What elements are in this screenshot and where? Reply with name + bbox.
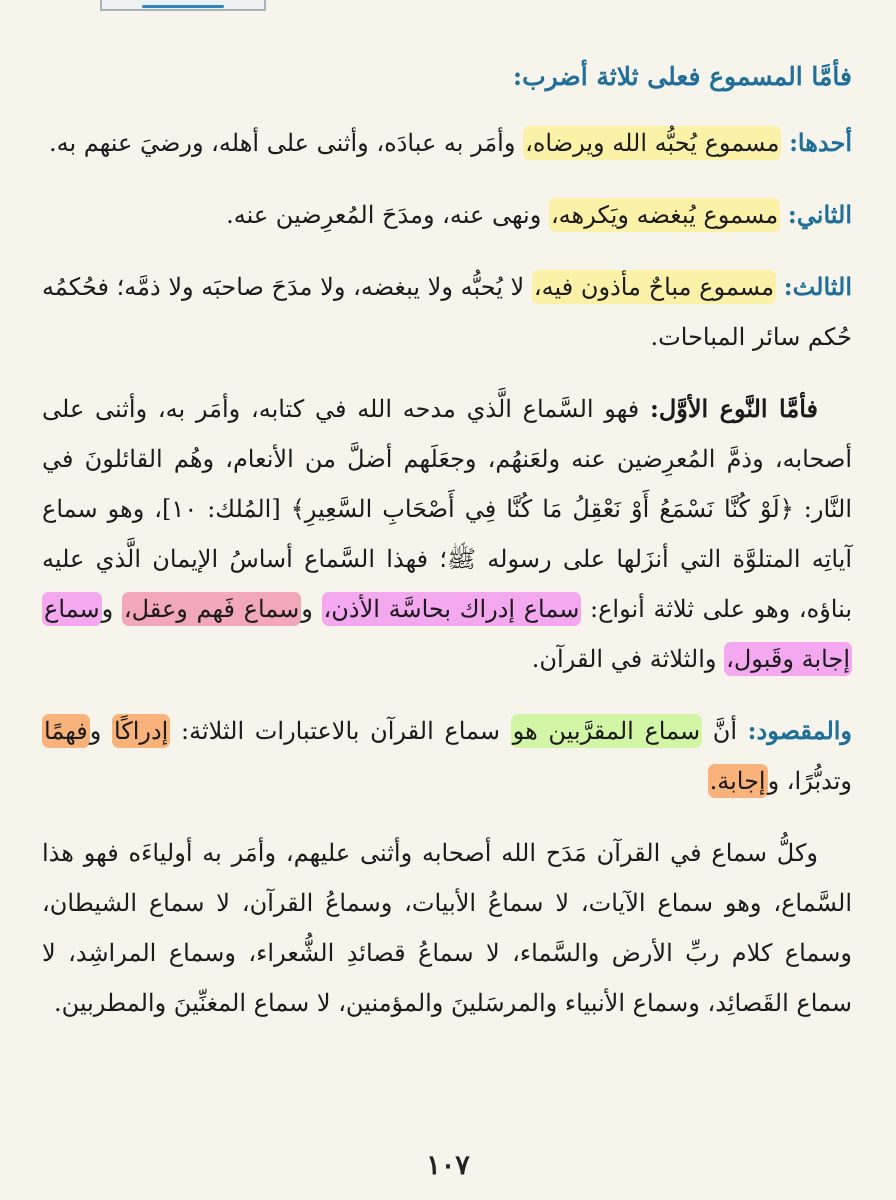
kind-one-label: أحدها: [789,128,852,157]
quran-verse: ﴿لَوْ كُنَّا نَسْمَعُ أَوْ نَعْقِلُ مَا كُنَّا فِي أَصْحَابِ السَّعِيرِ﴾ [290,495,794,523]
purpose-text-1: أنَّ [702,717,748,745]
hearing-type-response: سماع إجابة وقَبول، [42,592,852,676]
purpose-label: والمقصود: [747,716,853,745]
page-number: ١٠٧ [426,1150,470,1181]
aspect-perception: إدراكًا [112,714,170,748]
kind-three-label: الثالث: [783,272,852,301]
first-type-text-3: والثلاثة في القرآن. [531,645,725,673]
purpose-text-2: سماع القرآن بالاعتبارات الثلاثة: [170,717,511,745]
kind-two-paragraph [42,190,852,240]
kind-three-paragraph [42,262,852,362]
first-type-text-2: ، وهو سماع آياتِه المتلوَّة التي أنزَلها على رسوله ﷺ؛ فهذا السَّماع أساسُ الإيمان الَّذي عليه بناؤه، وهو على ثلاثة أنواع: [42,495,853,623]
kind-two-highlight: مسموع يُبغضه ويَكرهه، [549,198,780,232]
section-heading: فأمَّا المسموع فعلى ثلاثة أضرب: [512,62,852,91]
page-content [42,52,852,1028]
verse-citation: [المُلك: ١٠] [162,495,291,523]
kind-one-text: وأمَر به عبادَه، وأثنى على أهله، ورضيَ عنهم به. [48,129,524,157]
kind-two-text: ونهى عنه، ومدَحَ المُعرِضين عنه. [226,201,549,229]
kind-three-highlight: مسموع مباحٌ مأذون فيه، [532,270,776,304]
kind-one-paragraph [42,118,852,168]
purpose-sep-1: و [89,717,112,745]
conjunction-2: و [101,595,122,623]
aspect-understanding: فهمًا [42,714,90,748]
hearing-type-understanding: سماع فَهم وعقل، [122,592,301,626]
top-tab-decoration [100,0,266,11]
kind-one-highlight: مسموع يُحبُّه الله ويرضاه، [523,126,781,160]
hearing-type-perception: سماع إدراك بحاسَّة الأذن، [322,592,582,626]
kind-two-label: الثاني: [787,200,852,229]
purpose-sep-2: وتدبُّرًا، و [767,767,852,795]
closing-paragraph: وكلُّ سماع في القرآن مَدَح الله أصحابه وأثنى عليهم، وأمَر به أولياءَه فهو هذا السَّماع، وهو سماع الآيات، لا سماعُ الأبيات، وسماعُ القرآن، لا سماع الشيطان، وسماع كلام ربِّ الأرض والسَّماء، لا سماعُ قصائدِ الشُّعراء، وسماع المراشِد، لا سماع القَصائِد، وسماع الأنبياء والمرسَلينَ والمؤمنين، لا سماع المغنِّينَ والمطربين. [42,839,852,1017]
conjunction-1: و [301,595,322,623]
first-type-text-1: فهو السَّماع الَّذي مدحه الله في كتابه، وأمَر به، وأثنى على أصحابه، وذمَّ المُعرِضين عنه ولعَنهُم، وجعَلَهم أضلَّ من الأنعام، وهُم القائلونَ في النَّار: [42,395,853,523]
purpose-highlight: سماع المقرَّبين هو [511,714,702,748]
purpose-paragraph [42,706,852,806]
kind-three-text: لا يُحبُّه ولا يبغضه، ولا مدَحَ صاحبَه ولا ذمَّه؛ فحُكمُه حُكم سائر المباحات. [42,273,852,351]
first-type-paragraph [42,384,852,684]
first-type-lead: فأمَّا النَّوع الأوَّل: [649,394,818,423]
aspect-response: إجابة. [708,764,768,798]
